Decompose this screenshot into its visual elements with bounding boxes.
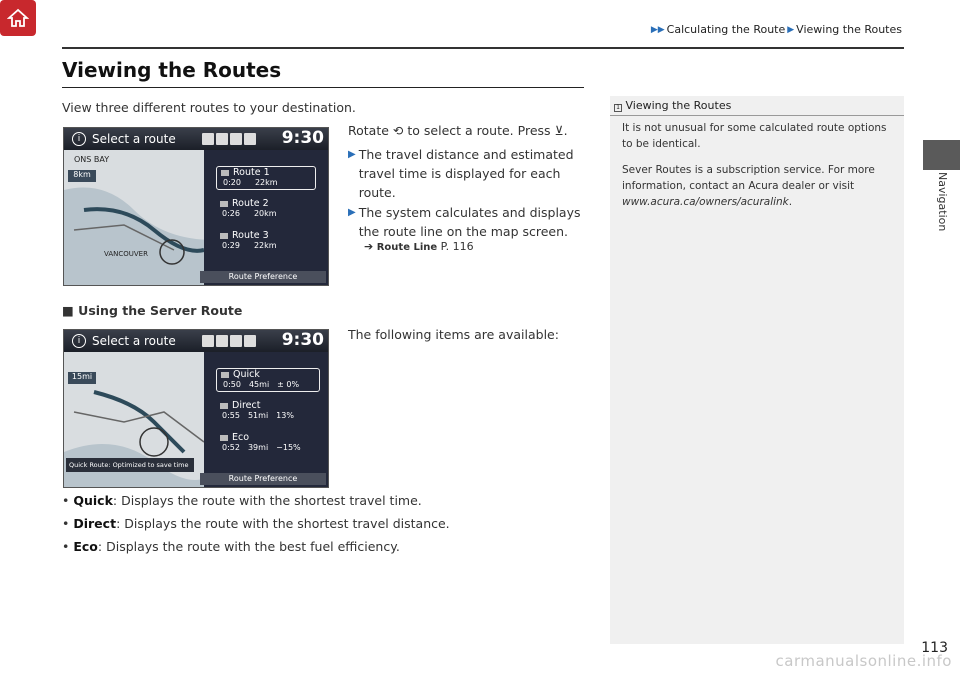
map-scale: 15mi (68, 372, 96, 384)
screen-header (64, 330, 328, 352)
svg-text:VANCOUVER: VANCOUVER (104, 250, 148, 258)
note-icon: 1 (614, 104, 622, 112)
dial-rotate-icon: ⟲ (392, 123, 404, 138)
status-icons (202, 335, 256, 347)
home-icon (7, 8, 29, 28)
side-tab-marker (923, 140, 960, 170)
arrow-right-icon: ▶ (348, 149, 356, 160)
section-heading: ■ Using the Server Route (62, 303, 243, 318)
reference-arrow-icon: ➔ (364, 240, 374, 253)
bullet-item: • Quick: Displays the route with the shortest travel time. (62, 493, 422, 508)
route-option-eco[interactable]: Eco 0:52 39mi −15% (222, 432, 301, 452)
watermark: carmanualsonline.info (775, 652, 952, 670)
page-number: 113 (921, 640, 948, 656)
cross-reference-link[interactable]: ➔ Route Line P. 116 (364, 240, 474, 253)
route-preference-button[interactable]: Route Preference (200, 473, 326, 485)
server-route-screen (63, 329, 329, 488)
svg-text:ONS BAY: ONS BAY (74, 155, 110, 164)
header-divider (62, 47, 904, 49)
info-item: ▶ The travel distance and estimated travel time is displayed for each route. (348, 147, 574, 200)
breadcrumb-item[interactable]: Viewing the Routes (796, 23, 902, 36)
note-divider (610, 115, 904, 116)
bullet-item: • Direct: Displays the route with the shortest travel distance. (62, 516, 450, 531)
note-paragraph: It is not unusual for some calculated route options to be identical. (622, 122, 887, 150)
screen-header (64, 128, 328, 150)
route-select-screen (63, 127, 329, 286)
route-option-3[interactable]: Route 3 0:29 22km (222, 230, 277, 250)
intro-text: View three different routes to your destination. (62, 100, 356, 115)
title-divider (62, 87, 584, 88)
instruction-text: Rotate ⟲ to select a route. Press ⊻. (348, 123, 568, 138)
clock: 9:30 (281, 330, 324, 350)
square-bullet-icon: ■ (62, 303, 74, 318)
note-paragraph: Sever Routes is a subscription service. For more information, contact an Acura dealer or visit www.acura.ca/owners/acuralink. (622, 164, 875, 208)
acuralink-url[interactable]: www.acura.ca/owners/acuralink (622, 196, 789, 208)
route-option-2[interactable]: Route 2 0:26 20km (222, 198, 277, 218)
breadcrumb-item[interactable]: Calculating the Route (666, 23, 786, 36)
route-option-quick[interactable]: Quick 0:50 45mi ± 0% (216, 368, 320, 392)
arrow-right-icon: ▶ (348, 207, 356, 218)
clock: 9:30 (281, 128, 324, 148)
route-option-direct[interactable]: Direct 0:55 51mi 13% (222, 400, 294, 420)
screen-title: Select a route (92, 334, 176, 348)
home-button[interactable] (0, 0, 36, 36)
info-icon: i (72, 132, 86, 146)
triangle-right-icon: ▶ (787, 24, 795, 35)
note-heading: 1 Viewing the Routes (614, 99, 731, 112)
server-route-intro: The following items are available: (348, 327, 559, 342)
side-note (610, 96, 904, 644)
dial-press-icon: ⊻ (554, 123, 564, 138)
map-scale: 8km (68, 170, 96, 182)
bullet-item: • Eco: Displays the route with the best fuel efficiency. (62, 539, 400, 554)
info-item: ▶ The system calculates and displays the route line on the map screen. (348, 205, 581, 239)
status-icons (202, 133, 256, 145)
screen-title: Select a route (92, 132, 176, 146)
route-preference-button[interactable]: Route Preference (200, 271, 326, 283)
breadcrumb (651, 23, 902, 36)
info-icon: i (72, 334, 86, 348)
triangle-right-icon: ▶▶ (650, 24, 665, 35)
route-caption: Quick Route: Optimized to save time (66, 458, 194, 472)
side-tab-label: Navigation (936, 172, 949, 232)
page-title: Viewing the Routes (62, 58, 282, 82)
route-option-1[interactable]: Route 1 0:20 22km (216, 166, 316, 190)
